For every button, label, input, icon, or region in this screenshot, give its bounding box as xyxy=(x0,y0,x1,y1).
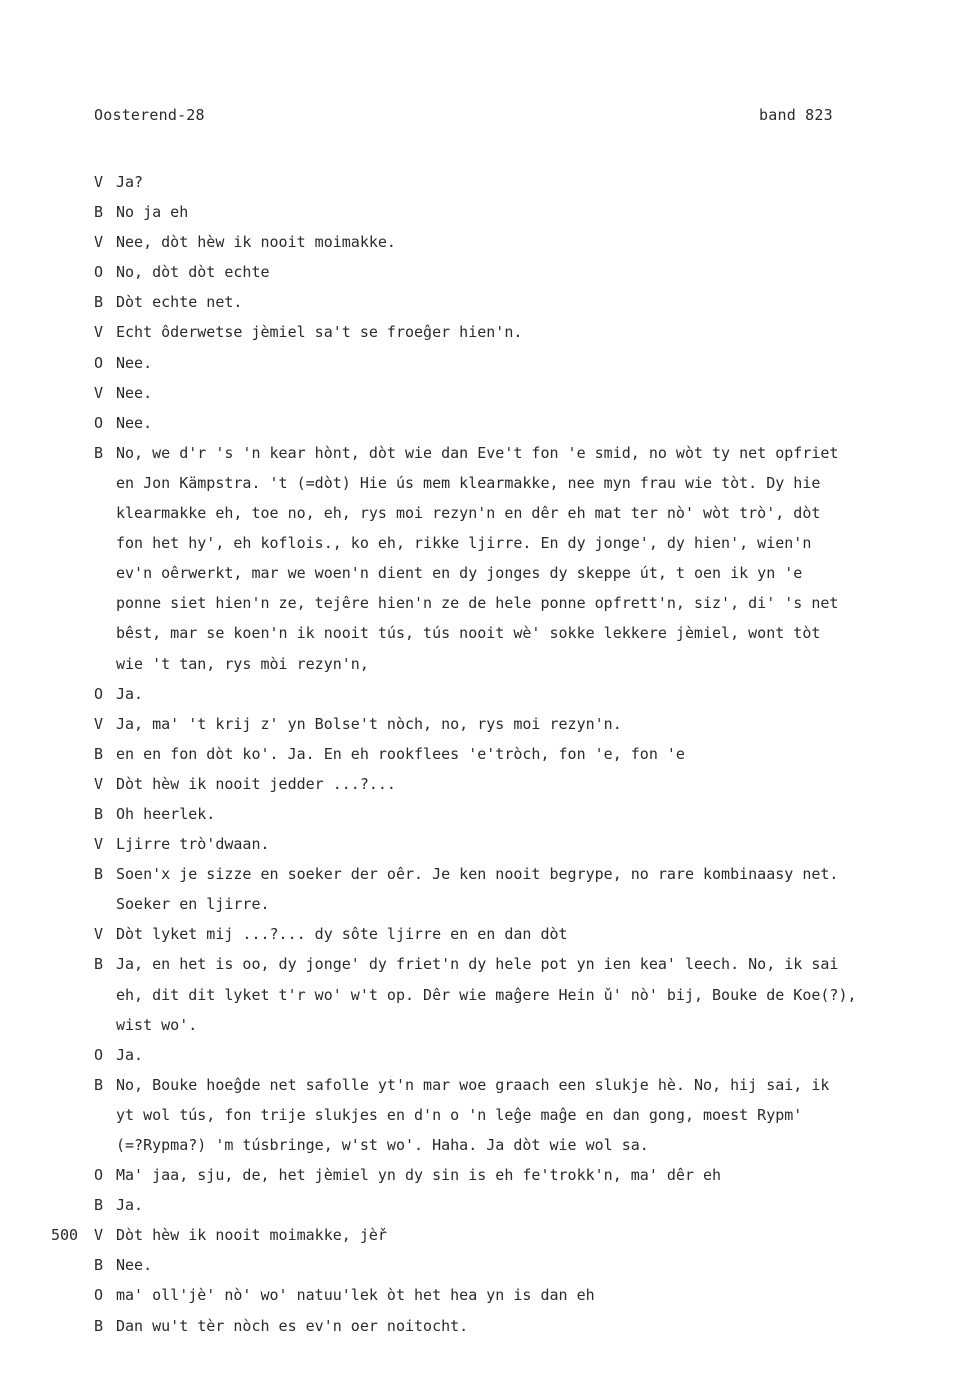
utterance-text: No ja eh xyxy=(116,203,189,222)
utterance-text: wie 't tan, rys mòi rezyn'n, xyxy=(116,654,369,673)
header-location: Oosterend-28 xyxy=(94,106,205,124)
utterance-text: eh, dit dit lyket t'r wo' w't op. Dêr wie maĝere Hein ǔ' nò' bij, Bouke de Koe(?), xyxy=(116,985,857,1004)
transcript-line xyxy=(0,528,973,558)
transcript-line xyxy=(0,257,973,287)
utterance-text: ma' oll'jè' nò' wo' natuu'lek òt het hea yn is dan eh xyxy=(116,1286,595,1305)
speaker-label: B xyxy=(94,744,104,763)
transcript-line xyxy=(0,558,973,588)
transcript-line xyxy=(0,1311,973,1341)
utterance-text: Nee. xyxy=(116,383,153,402)
transcript-line xyxy=(0,889,973,919)
speaker-label: O xyxy=(94,1166,104,1185)
transcript-line xyxy=(0,949,973,979)
speaker-label: V xyxy=(94,233,104,252)
transcript-line xyxy=(0,1280,973,1310)
transcript-line xyxy=(0,739,973,769)
utterance-text: Echt ôderwetse jèmiel sa't se froeĝer hien'n. xyxy=(116,323,523,342)
speaker-label: B xyxy=(94,1316,104,1335)
utterance-text: Dòt echte net. xyxy=(116,293,243,312)
speaker-label: B xyxy=(94,1256,104,1275)
transcript-line xyxy=(0,649,973,679)
utterance-text: en Jon Kämpstra. 't (=dòt) Hie ús mem klearmakke, nee myn frau wie tòt. Dy hie xyxy=(116,473,821,492)
speaker-label: V xyxy=(94,383,104,402)
utterance-text: en en fon dòt ko'. Ja. En eh rookflees 'e'tròch, fon 'e, fon 'e xyxy=(116,744,685,763)
speaker-label: V xyxy=(94,1226,104,1245)
utterance-text: klearmakke eh, toe no, eh, rys moi rezyn'n en dêr eh mat ter nò' wòt trò', dòt xyxy=(116,504,821,523)
transcript-line xyxy=(0,859,973,889)
utterance-text: Oh heerlek. xyxy=(116,804,216,823)
utterance-text: Ja. xyxy=(116,684,144,703)
transcript-line xyxy=(0,588,973,618)
speaker-label: B xyxy=(94,203,104,222)
transcript-line xyxy=(0,287,973,317)
transcript-line xyxy=(0,438,973,468)
speaker-label: B xyxy=(94,293,104,312)
transcript-line xyxy=(0,980,973,1010)
utterance-text: Ja. xyxy=(116,1196,144,1215)
transcript-line xyxy=(0,197,973,227)
speaker-label: B xyxy=(94,1075,104,1094)
transcript-line xyxy=(0,1130,973,1160)
transcript-line xyxy=(0,227,973,257)
transcript-line xyxy=(0,1070,973,1100)
speaker-label: V xyxy=(94,925,104,944)
transcript-line xyxy=(0,348,973,378)
transcript-line xyxy=(0,498,973,528)
speaker-label: B xyxy=(94,443,104,462)
transcript-line xyxy=(0,919,973,949)
speaker-label: V xyxy=(94,323,104,342)
speaker-label: O xyxy=(94,413,104,432)
speaker-label: B xyxy=(94,804,104,823)
utterance-text: No, dòt dòt echte xyxy=(116,263,270,282)
utterance-text: Dan wu't tèr nòch es ev'n oer noitocht. xyxy=(116,1316,469,1335)
speaker-label: O xyxy=(94,353,104,372)
utterance-text: wist wo'. xyxy=(116,1015,198,1034)
utterance-text: Nee. xyxy=(116,413,153,432)
transcript-line xyxy=(0,317,973,347)
header-tape-number: band 823 xyxy=(759,106,833,124)
transcript-line xyxy=(0,1250,973,1280)
utterance-text: Nee, dòt hèw ik nooit moimakke. xyxy=(116,233,396,252)
utterance-text: Dòt hèw ik nooit moimakke, jèř xyxy=(116,1226,387,1245)
transcript-line xyxy=(0,618,973,648)
speaker-label: B xyxy=(94,955,104,974)
transcript-line xyxy=(0,769,973,799)
utterance-text: Ma' jaa, sju, de, het jèmiel yn dy sin is eh fe'trokk'n, ma' dêr eh xyxy=(116,1166,722,1185)
speaker-label: V xyxy=(94,835,104,854)
speaker-label: O xyxy=(94,684,104,703)
utterance-text: Dòt hèw ik nooit jedder ...?... xyxy=(116,774,396,793)
transcript-line xyxy=(0,799,973,829)
utterance-text: Soeker en ljirre. xyxy=(116,895,270,914)
speaker-label: B xyxy=(94,1196,104,1215)
transcript-line xyxy=(0,1220,973,1250)
utterance-text: Ja, ma' 't krij z' yn Bolse't nòch, no, rys moi rezyn'n. xyxy=(116,714,622,733)
utterance-text: yt wol tús, fon trije slukjes en d'n o 'n leĝe maĝe en dan gong, moest Rypm' xyxy=(116,1105,803,1124)
utterance-text: (=?Rypma?) 'm túsbringe, w'st wo'. Haha. Ja dòt wie wol sa. xyxy=(116,1136,649,1154)
speaker-label: O xyxy=(94,263,104,282)
speaker-label: B xyxy=(94,865,104,884)
transcript-line xyxy=(0,1190,973,1220)
utterance-text: ev'n oêrwerkt, mar we woen'n dient en dy jonges dy skeppe út, t oen ik yn 'e xyxy=(116,564,803,583)
line-number: 500 xyxy=(51,1226,79,1245)
utterance-text: fon het hy', eh koflois., ko eh, rikke ljirre. En dy jonge', dy hien', wien'n xyxy=(116,534,812,553)
utterance-text: ponne siet hien'n ze, tejêre hien'n ze de hele ponne opfrett'n, siz', di' 's net xyxy=(116,594,839,613)
utterance-text: Nee. xyxy=(116,353,153,372)
transcript-line xyxy=(0,408,973,438)
transcript-line xyxy=(0,679,973,709)
transcript-line xyxy=(0,1100,973,1130)
transcript-line xyxy=(0,1160,973,1190)
transcript-line xyxy=(0,167,973,197)
utterance-text: Ja. xyxy=(116,1045,144,1064)
transcript-line xyxy=(0,378,973,408)
speaker-label: O xyxy=(94,1045,104,1064)
speaker-label: O xyxy=(94,1286,104,1305)
transcript-line xyxy=(0,709,973,739)
utterance-text: Soen'x je sizze en soeker der oêr. Je ken nooit begrype, no rare kombinaasy net. xyxy=(116,865,839,884)
transcript-line xyxy=(0,1010,973,1040)
utterance-text: Ja, en het is oo, dy jonge' dy friet'n dy hele pot yn ien kea' leech. No, ik sai xyxy=(116,955,839,974)
transcript-body xyxy=(0,167,973,1341)
transcript-line xyxy=(0,829,973,859)
utterance-text: bêst, mar se koen'n ik nooit tús, tús nooit wè' sokke lekkere jèmiel, wont tòt xyxy=(116,624,821,643)
speaker-label: V xyxy=(94,173,104,191)
utterance-text: Dòt lyket mij ...?... dy sôte ljirre en en dan dòt xyxy=(116,925,568,944)
utterance-text: Ljirre trò'dwaan. xyxy=(116,835,270,854)
speaker-label: V xyxy=(94,774,104,793)
transcript-line xyxy=(0,468,973,498)
utterance-text: Ja? xyxy=(116,173,144,191)
utterance-text: No, Bouke hoeĝde net safolle yt'n mar woe graach een slukje hè. No, hij sai, ik xyxy=(116,1075,830,1094)
utterance-text: No, we d'r 's 'n kear hònt, dòt wie dan Eve't fon 'e smid, no wòt ty net opfriet xyxy=(116,443,839,462)
speaker-label: V xyxy=(94,714,104,733)
utterance-text: Nee. xyxy=(116,1256,153,1275)
transcript-line xyxy=(0,1040,973,1070)
